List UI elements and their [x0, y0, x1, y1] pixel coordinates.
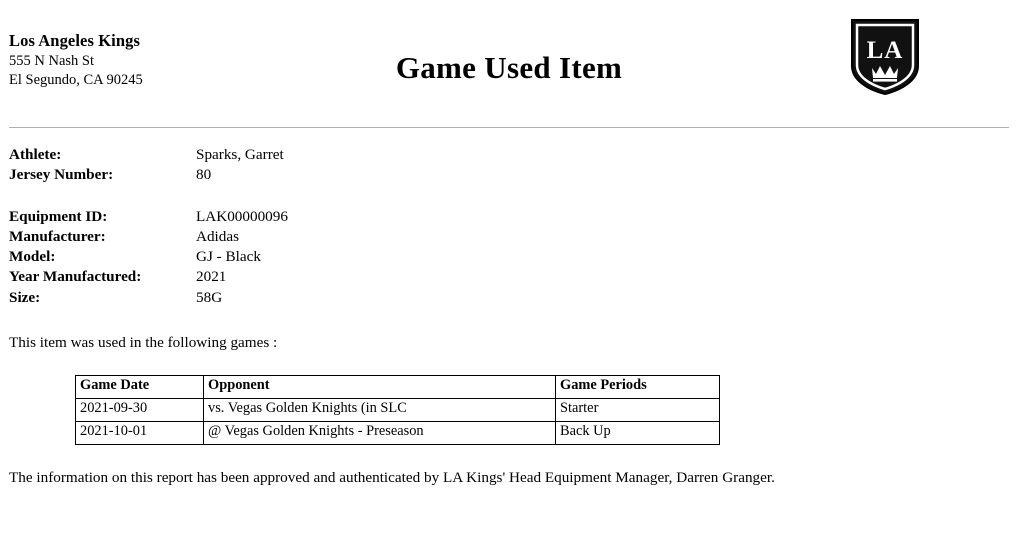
field-value-athlete: Sparks, Garret	[196, 146, 284, 163]
games-table	[75, 375, 720, 445]
svg-text:LA: LA	[866, 37, 904, 64]
item-details	[9, 145, 709, 308]
document-header	[0, 0, 1018, 112]
field-value-manufacturer: Adidas	[196, 227, 240, 245]
organization-address-line2: El Segundo, CA 90245	[9, 71, 143, 88]
field-row-athlete	[9, 145, 709, 165]
field-label-size: Size:	[9, 288, 41, 306]
organization-address-line1: 555 N Nash St	[9, 52, 94, 69]
used-in-games-text: This item was used in the following games :	[9, 334, 278, 351]
field-value-jersey-number: 80	[196, 166, 212, 184]
field-label-year-manufactured: Year Manufactured:	[9, 268, 142, 286]
page-title: Game Used Item	[395, 50, 623, 85]
column-header-game-periods: Game Periods	[556, 376, 720, 399]
field-group-spacer	[9, 186, 709, 207]
field-label-model: Model:	[9, 248, 56, 266]
organization-name: Los Angeles Kings	[9, 31, 140, 50]
cell-game-periods: Back Up	[556, 422, 720, 445]
column-header-game-date: Game Date	[76, 376, 204, 399]
field-row-jersey-number	[9, 165, 709, 185]
games-table-container	[75, 375, 720, 445]
field-label-equipment-id: Equipment ID:	[9, 207, 108, 225]
header-divider	[9, 127, 1009, 128]
la-kings-shield-logo-icon	[850, 18, 920, 96]
table-row	[76, 422, 720, 445]
table-row	[76, 399, 720, 422]
cell-game-date: 2021-09-30	[76, 399, 204, 422]
column-header-opponent: Opponent	[204, 376, 556, 399]
cell-opponent: @ Vegas Golden Knights - Preseason	[204, 422, 556, 445]
cell-game-date: 2021-10-01	[76, 422, 204, 445]
field-row-equipment-id	[9, 207, 709, 227]
field-label-athlete: Athlete:	[9, 146, 62, 163]
field-value-year-manufactured: 2021	[196, 268, 227, 286]
cell-game-periods: Starter	[556, 399, 720, 422]
authentication-note: The information on this report has been approved and authenticated by LA Kings' Head Equipment Manager, Darren Granger.	[9, 469, 775, 486]
field-row-year-manufactured	[9, 267, 709, 287]
field-label-manufacturer: Manufacturer:	[9, 227, 106, 245]
field-label-jersey-number: Jersey Number:	[9, 166, 114, 184]
field-row-manufacturer	[9, 227, 709, 247]
table-header-row	[76, 376, 720, 399]
field-row-size	[9, 288, 709, 308]
field-value-model: GJ - Black	[196, 248, 261, 266]
field-value-equipment-id: LAK00000096	[196, 207, 288, 225]
field-row-model	[9, 247, 709, 267]
cell-opponent: vs. Vegas Golden Knights (in SLC	[204, 399, 556, 422]
field-value-size: 58G	[196, 288, 223, 306]
